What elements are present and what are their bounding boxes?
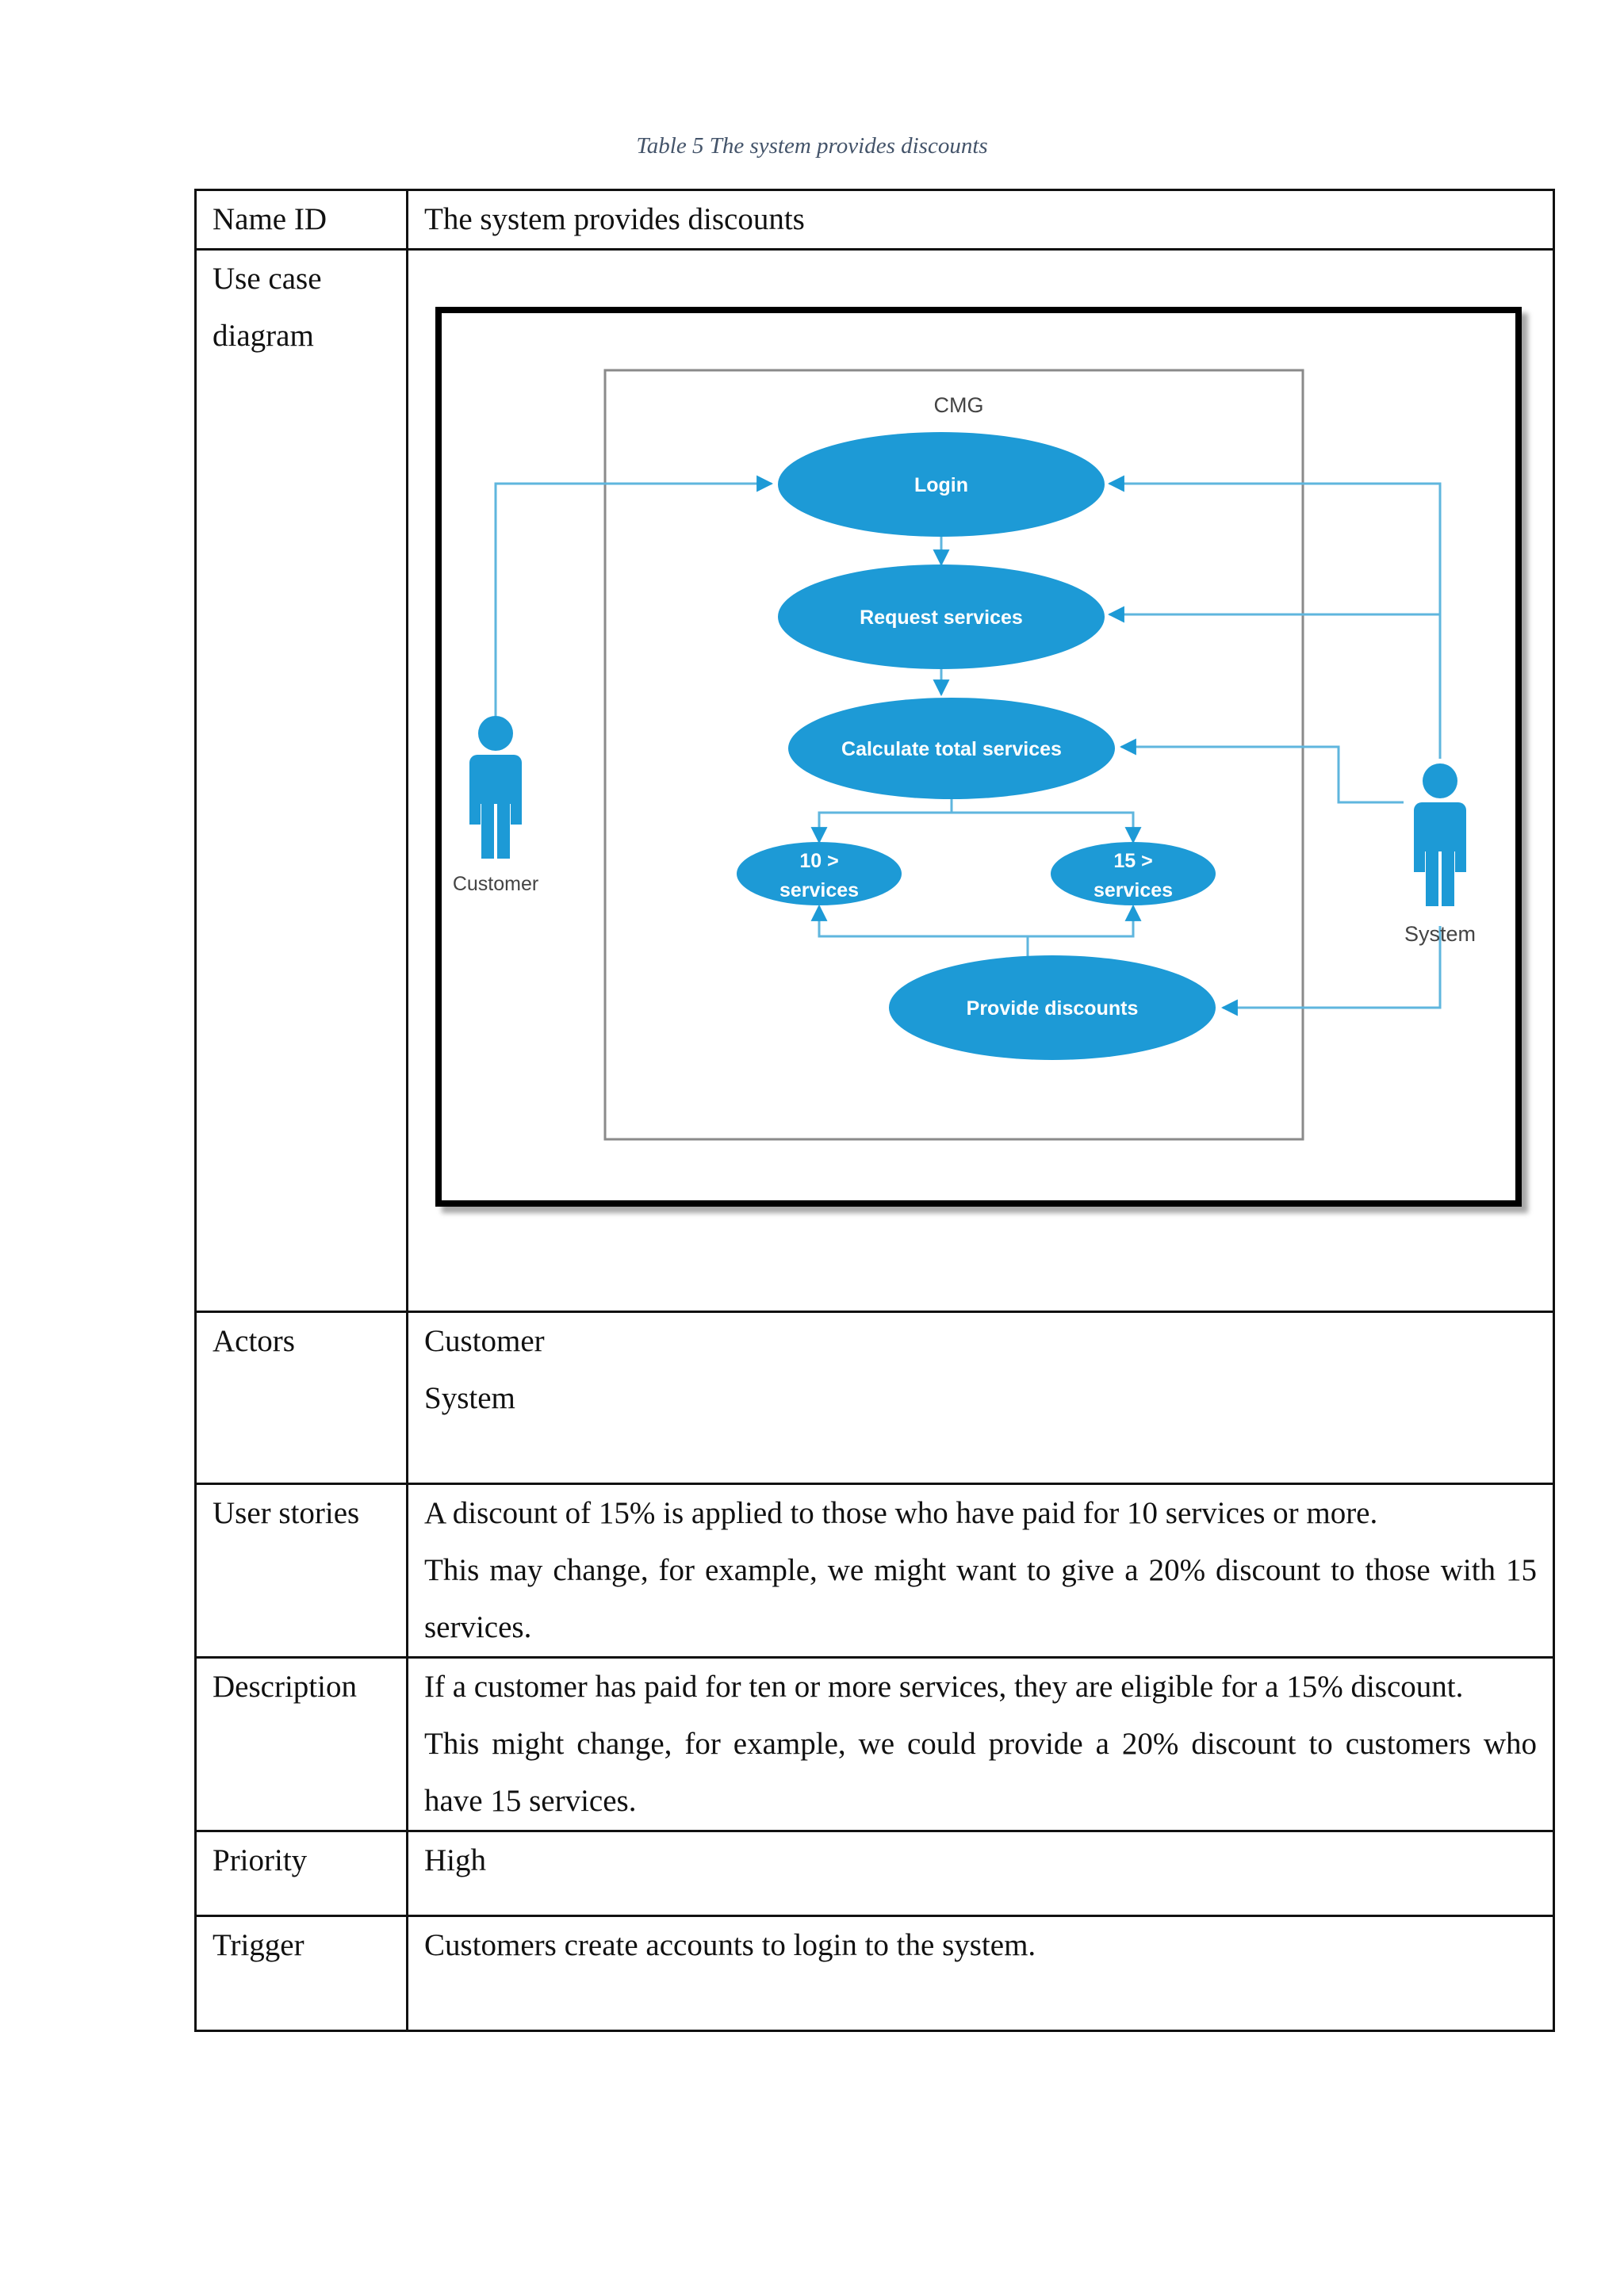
use-case-request-services — [778, 564, 1105, 669]
use-case-diagram-label — [196, 250, 408, 1312]
description-line: If a customer has paid for ten or more services, they are eligible for a 15% discount. — [424, 1670, 1464, 1704]
priority-value: High — [408, 1831, 1554, 1916]
trigger-value: Customers create accounts to login to the system. — [408, 1916, 1554, 2031]
table-row-actors — [196, 1312, 1554, 1484]
actor-system-label: System — [1404, 922, 1477, 946]
system-boundary-label: CMG — [933, 393, 984, 417]
use-case-calculate-total-label: Calculate total services — [841, 738, 1062, 760]
user-stories-label: User stories — [196, 1484, 408, 1658]
use-case-ten-services-line1: 10 > — [799, 850, 839, 872]
use-case-login-label: Login — [914, 474, 969, 496]
use-case-diagram-label-line2: diagram — [213, 319, 314, 353]
connector-discounts-ten — [819, 906, 1028, 936]
use-case-provide-discounts — [889, 955, 1216, 1060]
use-case-ten-services-line2: services — [779, 879, 860, 901]
user-story-line: A discount of 15% is applied to those who have paid for 10 services or more. — [424, 1496, 1378, 1530]
actor-entry: System — [424, 1381, 515, 1415]
use-case-fifteen-services-line2: services — [1093, 879, 1174, 901]
use-case-provide-discounts-label: Provide discounts — [966, 997, 1139, 1020]
use-case-calculate-total — [788, 698, 1115, 799]
use-case-diagram-cell — [408, 250, 1554, 1312]
use-case-login — [778, 432, 1105, 537]
trigger-label: Trigger — [196, 1916, 408, 2031]
use-case-diagram-label-line1: Use case — [213, 262, 322, 296]
table-row-user-stories — [196, 1484, 1554, 1658]
connector-system-calculate — [1121, 747, 1404, 802]
name-id-value: The system provides discounts — [408, 190, 1554, 250]
connector-system-login — [1109, 484, 1440, 759]
actor-customer-label: Customer — [452, 873, 539, 895]
table-row-trigger — [196, 1916, 1554, 2031]
use-case-fifteen-services-line1: 15 > — [1113, 850, 1153, 872]
user-stories-value — [408, 1484, 1554, 1658]
actor-entry: Customer — [424, 1324, 545, 1358]
table-row-diagram — [196, 250, 1554, 1312]
user-story-line: This may change, for example, we might want to give a 20% discount to those with 15 services. — [424, 1553, 1537, 1644]
use-case-ten-services — [737, 842, 902, 905]
use-case-diagram — [435, 307, 1522, 1207]
actor-system-icon — [1414, 763, 1466, 906]
actors-value — [408, 1312, 1554, 1484]
actors-label: Actors — [196, 1312, 408, 1484]
connector-discounts-fifteen — [1028, 906, 1133, 936]
name-id-label: Name ID — [196, 190, 408, 250]
description-label: Description — [196, 1658, 408, 1831]
table-row-name-id — [196, 190, 1554, 250]
use-case-fifteen-services — [1051, 842, 1216, 905]
description-value — [408, 1658, 1554, 1831]
use-case-request-services-label: Request services — [860, 607, 1023, 629]
use-case-diagram-svg — [442, 313, 1515, 1200]
connector-customer-login — [496, 484, 772, 718]
use-case-table — [194, 189, 1555, 2032]
connector-branch-ten — [819, 813, 952, 842]
priority-label: Priority — [196, 1831, 408, 1916]
description-line: This might change, for example, we could provide a 20% discount to customers who have 15 services. — [424, 1727, 1537, 1818]
table-row-priority — [196, 1831, 1554, 1916]
actor-customer-icon — [469, 716, 522, 859]
table-caption: Table 5 The system provides discounts — [636, 133, 988, 159]
table-row-description — [196, 1658, 1554, 1831]
connector-branch-fifteen — [952, 813, 1133, 842]
